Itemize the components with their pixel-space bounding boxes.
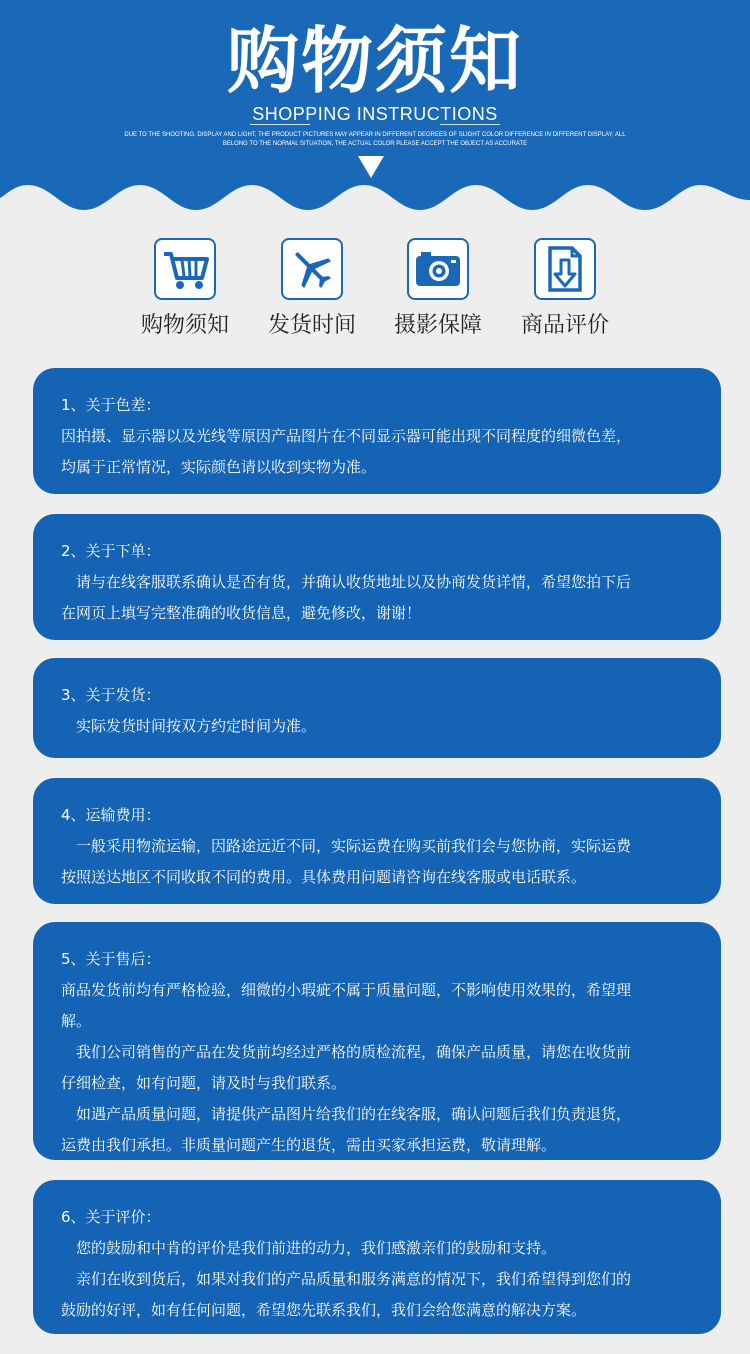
section-text: 解。 — [61, 1012, 92, 1030]
feature-product-review — [495, 238, 635, 340]
divider-right — [440, 124, 500, 125]
section-text: 亲们在收到货后，如果对我们的产品质量和服务满意的情况下，我们希望得到您们的 — [61, 1270, 632, 1288]
feature-photography — [368, 238, 508, 340]
airplane-icon — [281, 238, 343, 300]
section-text: 一般采用物流运输，因路途远近不同，实际运费在购买前我们会与您协商，实际运费 — [61, 837, 632, 855]
feature-label: 商品评价 — [520, 313, 609, 338]
section-heading: 4、运输费用： — [61, 806, 161, 824]
section-shipping-cost — [33, 778, 721, 904]
section-text: 如遇产品质量问题，请提供产品图片给我们的在线客服，确认问题后我们负责退货， — [61, 1105, 632, 1123]
section-heading: 1、关于色差： — [61, 396, 161, 414]
section-text: 请与在线客服联系确认是否有货，并确认收货地址以及协商发货详情，希望您拍下后 — [61, 573, 632, 591]
feature-shipping-time — [242, 238, 382, 340]
feature-icons-row — [0, 238, 750, 348]
header-banner — [0, 0, 750, 240]
down-arrow-icon — [358, 156, 384, 178]
section-heading: 6、关于评价： — [61, 1208, 161, 1226]
section-heading: 3、关于发货： — [61, 686, 161, 704]
camera-icon — [407, 238, 469, 300]
section-text: 鼓励的好评，如有任何问题，希望您先联系我们，我们会给您满意的解决方案。 — [61, 1301, 587, 1319]
section-text: 因拍摄、显示器以及光线等原因产品图片在不同显示器可能出现不同程度的细微色差， — [61, 427, 632, 445]
section-text: 实际发货时间按双方约定时间为准。 — [61, 717, 317, 735]
section-text: 运费由我们承担。非质量问题产生的退货，需由买家承担运费，敬请理解。 — [61, 1136, 557, 1154]
section-text: 我们公司销售的产品在发货前均经过严格的质检流程，确保产品质量，请您在收货前 — [61, 1043, 632, 1061]
shopping-cart-icon — [154, 238, 216, 300]
page-subtitle: SHOPPING INSTRUCTIONS — [252, 104, 498, 124]
note-line-2: BELONG TO THE NORMAL SITUATION, THE ACTUAL COLOR PLEASE ACCEPT THE OBJECT AS ACCURATE — [222, 141, 528, 147]
feature-label: 购物须知 — [140, 313, 229, 338]
feature-label: 摄影保障 — [393, 313, 482, 338]
section-heading: 5、关于售后： — [61, 950, 161, 968]
section-text: 仔细检查，如有问题，请及时与我们联系。 — [61, 1074, 347, 1092]
section-after-sales — [33, 922, 721, 1160]
page-title: 购物须知 — [226, 19, 523, 103]
note-line-1: DUE TO THE SHOOTING, DISPLAY AND LIGHT, THE PRODUCT PICTURES MAY APPEAR IN DIFFERENT DEGREES OF SLIGHT COLOR DIFFERENCE IN DIFFERENT DISPLAY, ALL — [124, 132, 626, 138]
section-color-difference — [33, 368, 721, 494]
section-text: 您的鼓励和中肯的评价是我们前进的动力，我们感激亲们的鼓励和支持。 — [61, 1239, 557, 1257]
download-document-icon — [534, 238, 596, 300]
color-difference-note — [100, 131, 650, 149]
section-reviews — [33, 1180, 721, 1334]
feature-label: 发货时间 — [267, 313, 356, 338]
feature-shopping-notice — [115, 238, 255, 340]
section-text: 在网页上填写完整准确的收货信息，避免修改，谢谢！ — [61, 604, 422, 622]
section-ordering — [33, 514, 721, 640]
section-heading: 2、关于下单： — [61, 542, 161, 560]
section-shipping — [33, 658, 721, 758]
section-text: 商品发货前均有严格检验，细微的小瑕疵不属于质量问题，不影响使用效果的，希望理 — [61, 981, 632, 999]
section-text: 均属于正常情况，实际颜色请以收到实物为准。 — [61, 458, 377, 476]
divider-left — [250, 124, 310, 125]
section-text: 按照送达地区不同收取不同的费用。具体费用问题请咨询在线客服或电话联系。 — [61, 868, 587, 886]
